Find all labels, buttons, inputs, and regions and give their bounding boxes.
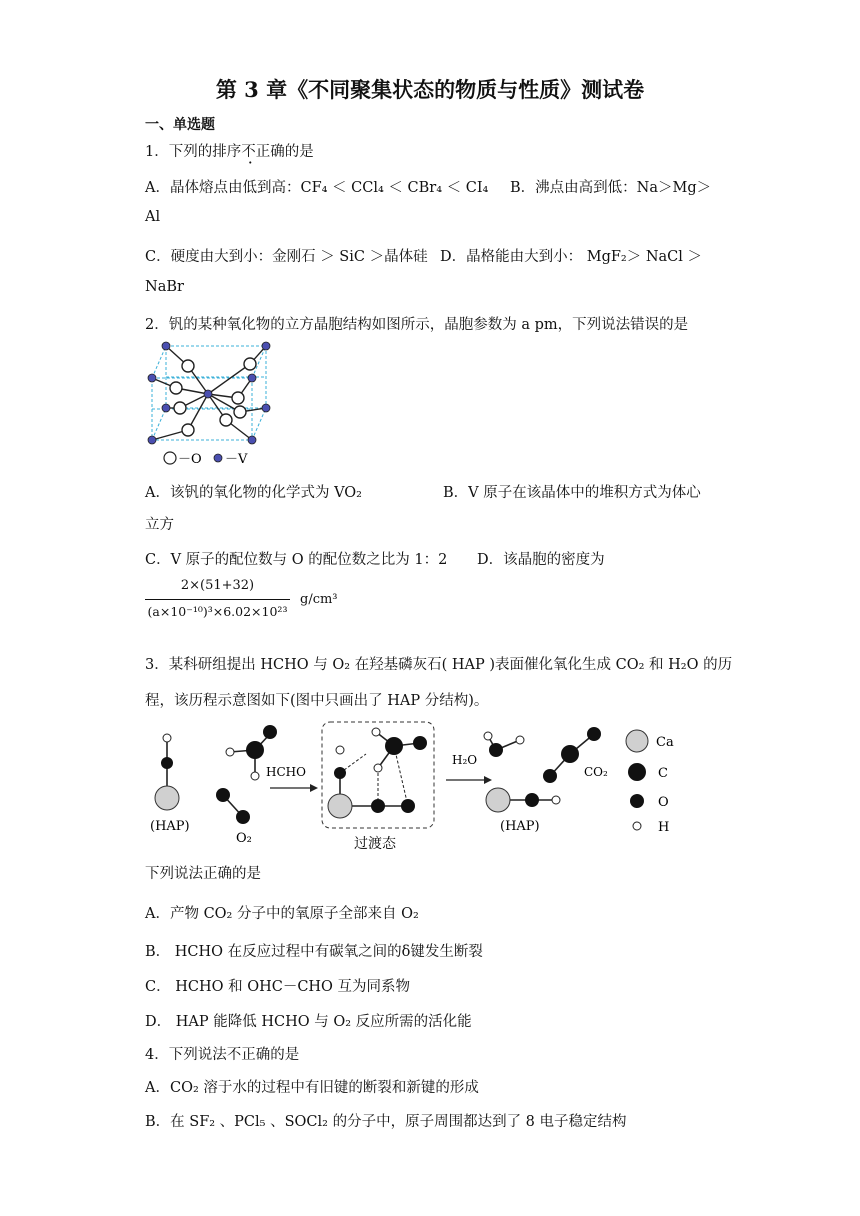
q3-option-d: D． HAP 能降低 HCHO 与 O₂ 反应所需的活化能 [145, 1014, 472, 1030]
q1-option-b: B．沸点由高到低：Na＞Mg＞ [510, 180, 712, 196]
q2-option-b: B．V 原子在该晶体中的堆积方式为体心 [443, 485, 701, 501]
q3-stem-line1: 3．某科研组提出 HCHO 与 O₂ 在羟基磷灰石( HAP )表面催化氧化生成 CO₂ 和 H₂O 的历 [145, 657, 733, 673]
q1-stem: 1．下列的排序不正确的是 [145, 144, 314, 160]
hap-label: (HAP) [150, 819, 190, 834]
legend-h: H [658, 820, 670, 835]
q4-stem: 4．下列说法不正确的是 [145, 1047, 300, 1063]
legend-o-label: －O [178, 452, 202, 467]
hcho-arrow-label: HCHO [266, 765, 306, 779]
q3-lead: 下列说法正确的是 [145, 866, 261, 882]
legend-o: O [658, 795, 669, 810]
q1-option-c: C．硬度由大到小：金刚石 ＞ SiC ＞晶体硅 [145, 249, 428, 265]
q1-emphasis: 不 [241, 144, 256, 160]
h2o-arrow-label: H₂O [452, 753, 478, 767]
transition-state-label: 过渡态 [354, 836, 396, 852]
q2-stem: 2．钒的某种氧化物的立方晶胞结构如图所示，晶胞参数为 a pm，下列说法错误的是 [145, 317, 689, 333]
q3-option-a: A．产物 CO₂ 分子中的氧原子全部来自 O₂ [145, 906, 419, 922]
legend-ca: Ca [656, 735, 674, 750]
page-title: 第 3 章《不同聚集状态的物质与性质》测试卷 [215, 77, 645, 102]
q1-option-d: D．晶格能由大到小： MgF₂＞ NaCl ＞ [440, 249, 703, 265]
q4-option-b: B．在 SF₂ 、PCl₅ 、SOCl₂ 的分子中，原子周围都达到了 8 电子稳定结构 [145, 1114, 627, 1130]
vanadium-oxide-unit-cell-figure [140, 336, 290, 471]
density-denominator: (a×10⁻¹⁰)³×6.02×10²³ [147, 604, 288, 619]
o2-label: O₂ [236, 831, 252, 846]
density-numerator: 2×(51+32) [180, 578, 255, 593]
hap-product-label: (HAP) [500, 819, 540, 834]
q3-option-b: B． HCHO 在反应过程中有碳氧之间的δ键发生断裂 [145, 944, 483, 960]
q1-option-b-cont: Al [145, 209, 161, 225]
q2-option-d: D．该晶胞的密度为 [477, 552, 605, 568]
co2-label: CO₂ [584, 765, 608, 779]
section-heading: 一、单选题 [145, 117, 215, 133]
legend-v-label: －V [225, 452, 248, 467]
q1-option-d-cont: NaBr [145, 279, 184, 295]
q1-option-a: A．晶体熔点由低到高：CF₄ ＜ CCl₄ ＜ CBr₄ ＜ CI₄ [145, 180, 489, 196]
q4-option-a: A．CO₂ 溶于水的过程中有旧键的断裂和新键的形成 [145, 1080, 479, 1096]
legend-c: C [658, 766, 668, 781]
density-unit: g/cm³ [300, 592, 338, 607]
fraction-bar [145, 599, 290, 600]
catalytic-oxidation-mechanism-figure [140, 718, 700, 856]
q2-option-a: A．该钒的氧化物的化学式为 VO₂ [145, 485, 362, 501]
q2-option-c: C．V 原子的配位数与 O 的配位数之比为 1：2 [145, 552, 448, 568]
q2-option-b-cont: 立方 [145, 517, 174, 533]
q3-option-c: C． HCHO 和 OHC－CHO 互为同系物 [145, 979, 411, 995]
q3-stem-line2: 程，该历程示意图如下(图中只画出了 HAP 分结构)。 [145, 693, 489, 709]
